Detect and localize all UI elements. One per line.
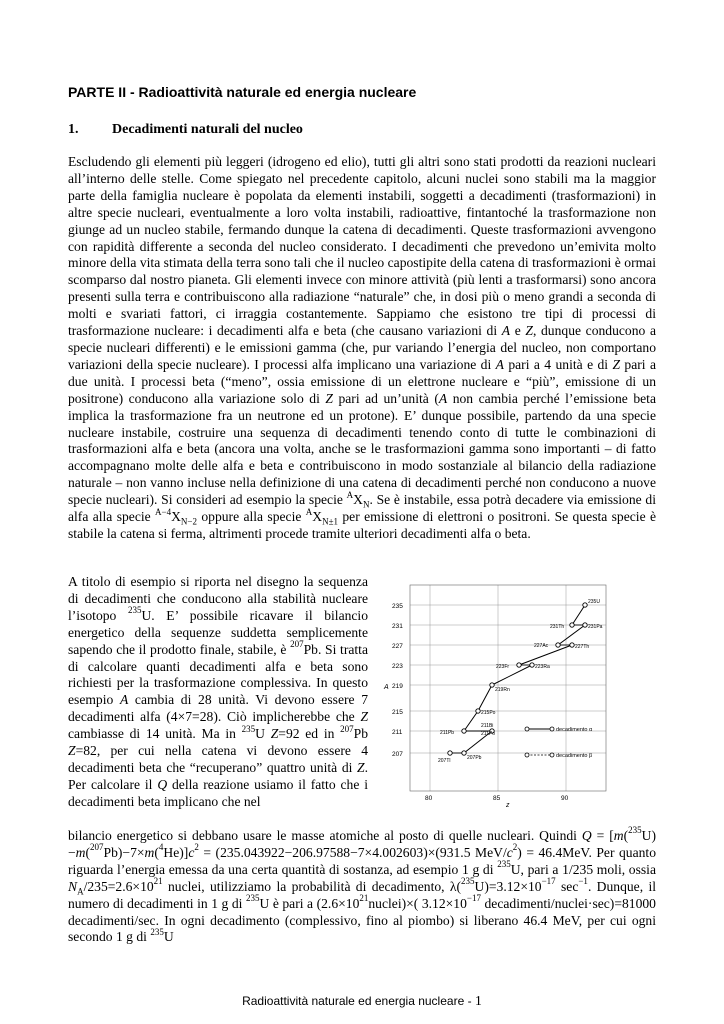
- x-tick-label: 85: [493, 795, 501, 802]
- paragraph-2: A titolo di esempio si riporta nel disegno la sequenza di decadimenti che conducono alla stabilità nucleare l’isotopo $^{235}$U. E’ possibile ricavare il bilancio energetico della sequenze suddetta semplicemente sapendo che il prodotto finale, stabile, è $^{207}$Pb. Si tratta di calcolare quanti decadimenti alfa e beta sono richiesti per la trasformazione complessiva. In questo esempio A cambia di 28 unità. Vi devono essere 7 decadimenti alfa (4×7=28). Ciò implicherebbe che Z cambiasse di 14 unità. Ma in $^{235}$U Z=92 ed in $^{207}$Pb Z=82, per cui nella catena vi devono essere 4 decadimenti beta che “recuperano” quattro unità di Z. Per calcolare il Q della reazione usiamo il fatto che i decadimenti beta implicano che nel: [68, 574, 369, 809]
- nuclide-label: 211Po: [481, 731, 496, 737]
- nuclide-label: 223Ra: [535, 664, 550, 670]
- section-heading: [68, 122, 303, 138]
- nuclide-label: 223Fr: [496, 664, 510, 670]
- nuclide-label: 227Ac: [534, 643, 549, 649]
- part-title: PARTE II - Radioattività naturale ed energia nucleare: [68, 84, 417, 100]
- legend-alpha-label: decadimento α: [556, 727, 593, 733]
- page-footer: [0, 994, 724, 1010]
- y-tick-label: 211: [392, 729, 403, 736]
- y-tick-label: 231: [392, 623, 403, 630]
- nuclide-labels: [438, 599, 603, 764]
- nuclide-label: 231Th: [550, 624, 565, 630]
- nuclide-label: 231Pa: [588, 624, 603, 630]
- paragraph-3: bilancio energetico si debbano usare le masse atomiche al posto di quelle nucleari. Quindi $Q = [m(^{235}U)-m(^{207}Pb)-7\times m(^4He)]c^2 = (235.043922-206.97588-7\times 4.002603)\times(931.5$ MeV/$c^2) = 46.4MeV$. Per quanto riguarda l’energia emessa da una certa quantità di sostanza, ad esempio 1 g di $^{235}$U, pari a 1/235 moli, ossia $N_A/235=2.6\times 10^{21}$ nuclei, utilizziamo la probabilità di decadimento, $\lambda(^{235}U)=3.12\times 10^{-17}$ $\sec^{-1}$. Dunque, il numero di decadimenti in 1 g di $^{235}$U è pari a $(2.6\times 10^{21}nuclei)\times$( $3.12\times 10^{-17}$ decadimenti/nuclei·sec)=81000 decadimenti/sec. In ogni decadimento (complessivo, fino al piombo) si liberano 46.4 MeV, per cui ogni secondo 1 g di $^{235}$U: [68, 825, 657, 945]
- nuclide-label: 207Pb: [467, 755, 482, 761]
- x-tick-label: 80: [425, 795, 433, 802]
- decay-chain-figure: [382, 581, 608, 809]
- nuclide-label: 219Rn: [495, 687, 510, 693]
- decay-chain-svg: [382, 581, 608, 809]
- y-axis-label: A: [384, 684, 389, 691]
- x-axis-label: z: [506, 802, 510, 809]
- nuclide-label: 207Tl: [438, 758, 451, 764]
- nuclide-label: 211Bi: [481, 723, 494, 729]
- nuclide-label: 215Po: [481, 710, 496, 716]
- y-tick-label: 223: [392, 663, 403, 670]
- x-tick-label: 90: [561, 795, 569, 802]
- nuclide-label: 235U: [588, 599, 600, 605]
- y-tick-label: 235: [392, 603, 403, 610]
- nuclide-label: 227Th: [575, 644, 590, 650]
- beta-decays: [450, 625, 585, 753]
- footer-text: Radioattività naturale ed energia nucleare -: [242, 994, 475, 1008]
- legend: [525, 727, 593, 759]
- y-tick-label: 215: [392, 709, 403, 716]
- y-tick-label: 207: [392, 751, 403, 758]
- page-number: 1: [474, 994, 482, 1009]
- nuclide-label: 211Pb: [440, 730, 455, 736]
- y-tick-label: 227: [392, 643, 403, 650]
- section-number: 1.: [68, 122, 79, 137]
- legend-beta-label: decadimento β: [556, 753, 593, 759]
- section-title: Decadimenti naturali del nucleo: [112, 122, 303, 137]
- paragraph-1: Escludendo gli elementi più leggeri (idrogeno ed elio), tutti gli altri sono stati prodotti da reazioni nucleari all’interno delle stelle. Come spiegato nel precedente capitolo, alcuni nuclei sono stabili ma la maggior parte della famiglia nucleare è popolata da elementi instabili, soggetti a decadimenti (trasformazioni) in altre specie nucleari, eventualmente a loro volta instabili, radioattive, fintantoché la trasformazione non giunge ad un nucleo stabile, fermando dunque la catena di decadimenti. Queste trasformazioni avvengono con rapidità differente a seconda del nucleo considerato. I decadimenti che prevedono un’emivita molto minore della vita stimata della terra sono tali che il nucleo capostipite della catena di trasformazioni è ormai scomparso dal nostro pianeta. Gli elementi invece con minore attività (più lenti a trasformarsi) sono ancora presenti sulla terra e contribuiscono alla radiazione “naturale” che, in dosi più o meno grandi a seconda di molti e svariati fattori, ci irraggia costantemente. Sappiamo che esistono tre tipi di processi di trasformazione nucleare: i decadimenti alfa e beta (che causano variazioni di A e Z, dunque conducono a specie nucleari differenti) e le emissioni gamma (che, pur variando l’energia del nucleo, non comportano variazioni della specie nucleare). I processi alfa implicano una variazione di A pari a 4 unità e di Z pari a due unità. I processi beta (“meno”, ossia emissione di un elettrone nucleare e “più”, emissione di un positrone) conducono alla variazione solo di Z pari ad un’unità (A non cambia perché l’emissione beta implica la trasformazione fra un neutrone ed un protone). E’ dunque possibile, partendo da una specie nucleare instabile, costruire una sequenza di decadimenti tenendo conto di tutte le combinazioni di trasformazioni alfa e beta (ancora una volta, anche se le trasformazioni gamma sono importanti – di fatto accompagnano molte delle alfa e beta e contribuiscono in modo sostanziale al bilancio della radiazione naturale – non vanno incluse nella definizione di una catena di decadimenti perché non conducono a nuove specie nucleari). Si consideri ad esempio la specie $^AX_N$. Se è instabile, essa potrà decadere via emissione di alfa alla specie $^{A-4}X_{N-2}$ oppure alla specie $^AX_{N\pm 1}$ per emissione di elettroni o positroni. Se questa specie è stabile la catena si ferma, altrimenti procede tramite ulteriori decadimenti alfa o beta.: [68, 154, 656, 541]
- y-tick-label: 219: [392, 683, 403, 690]
